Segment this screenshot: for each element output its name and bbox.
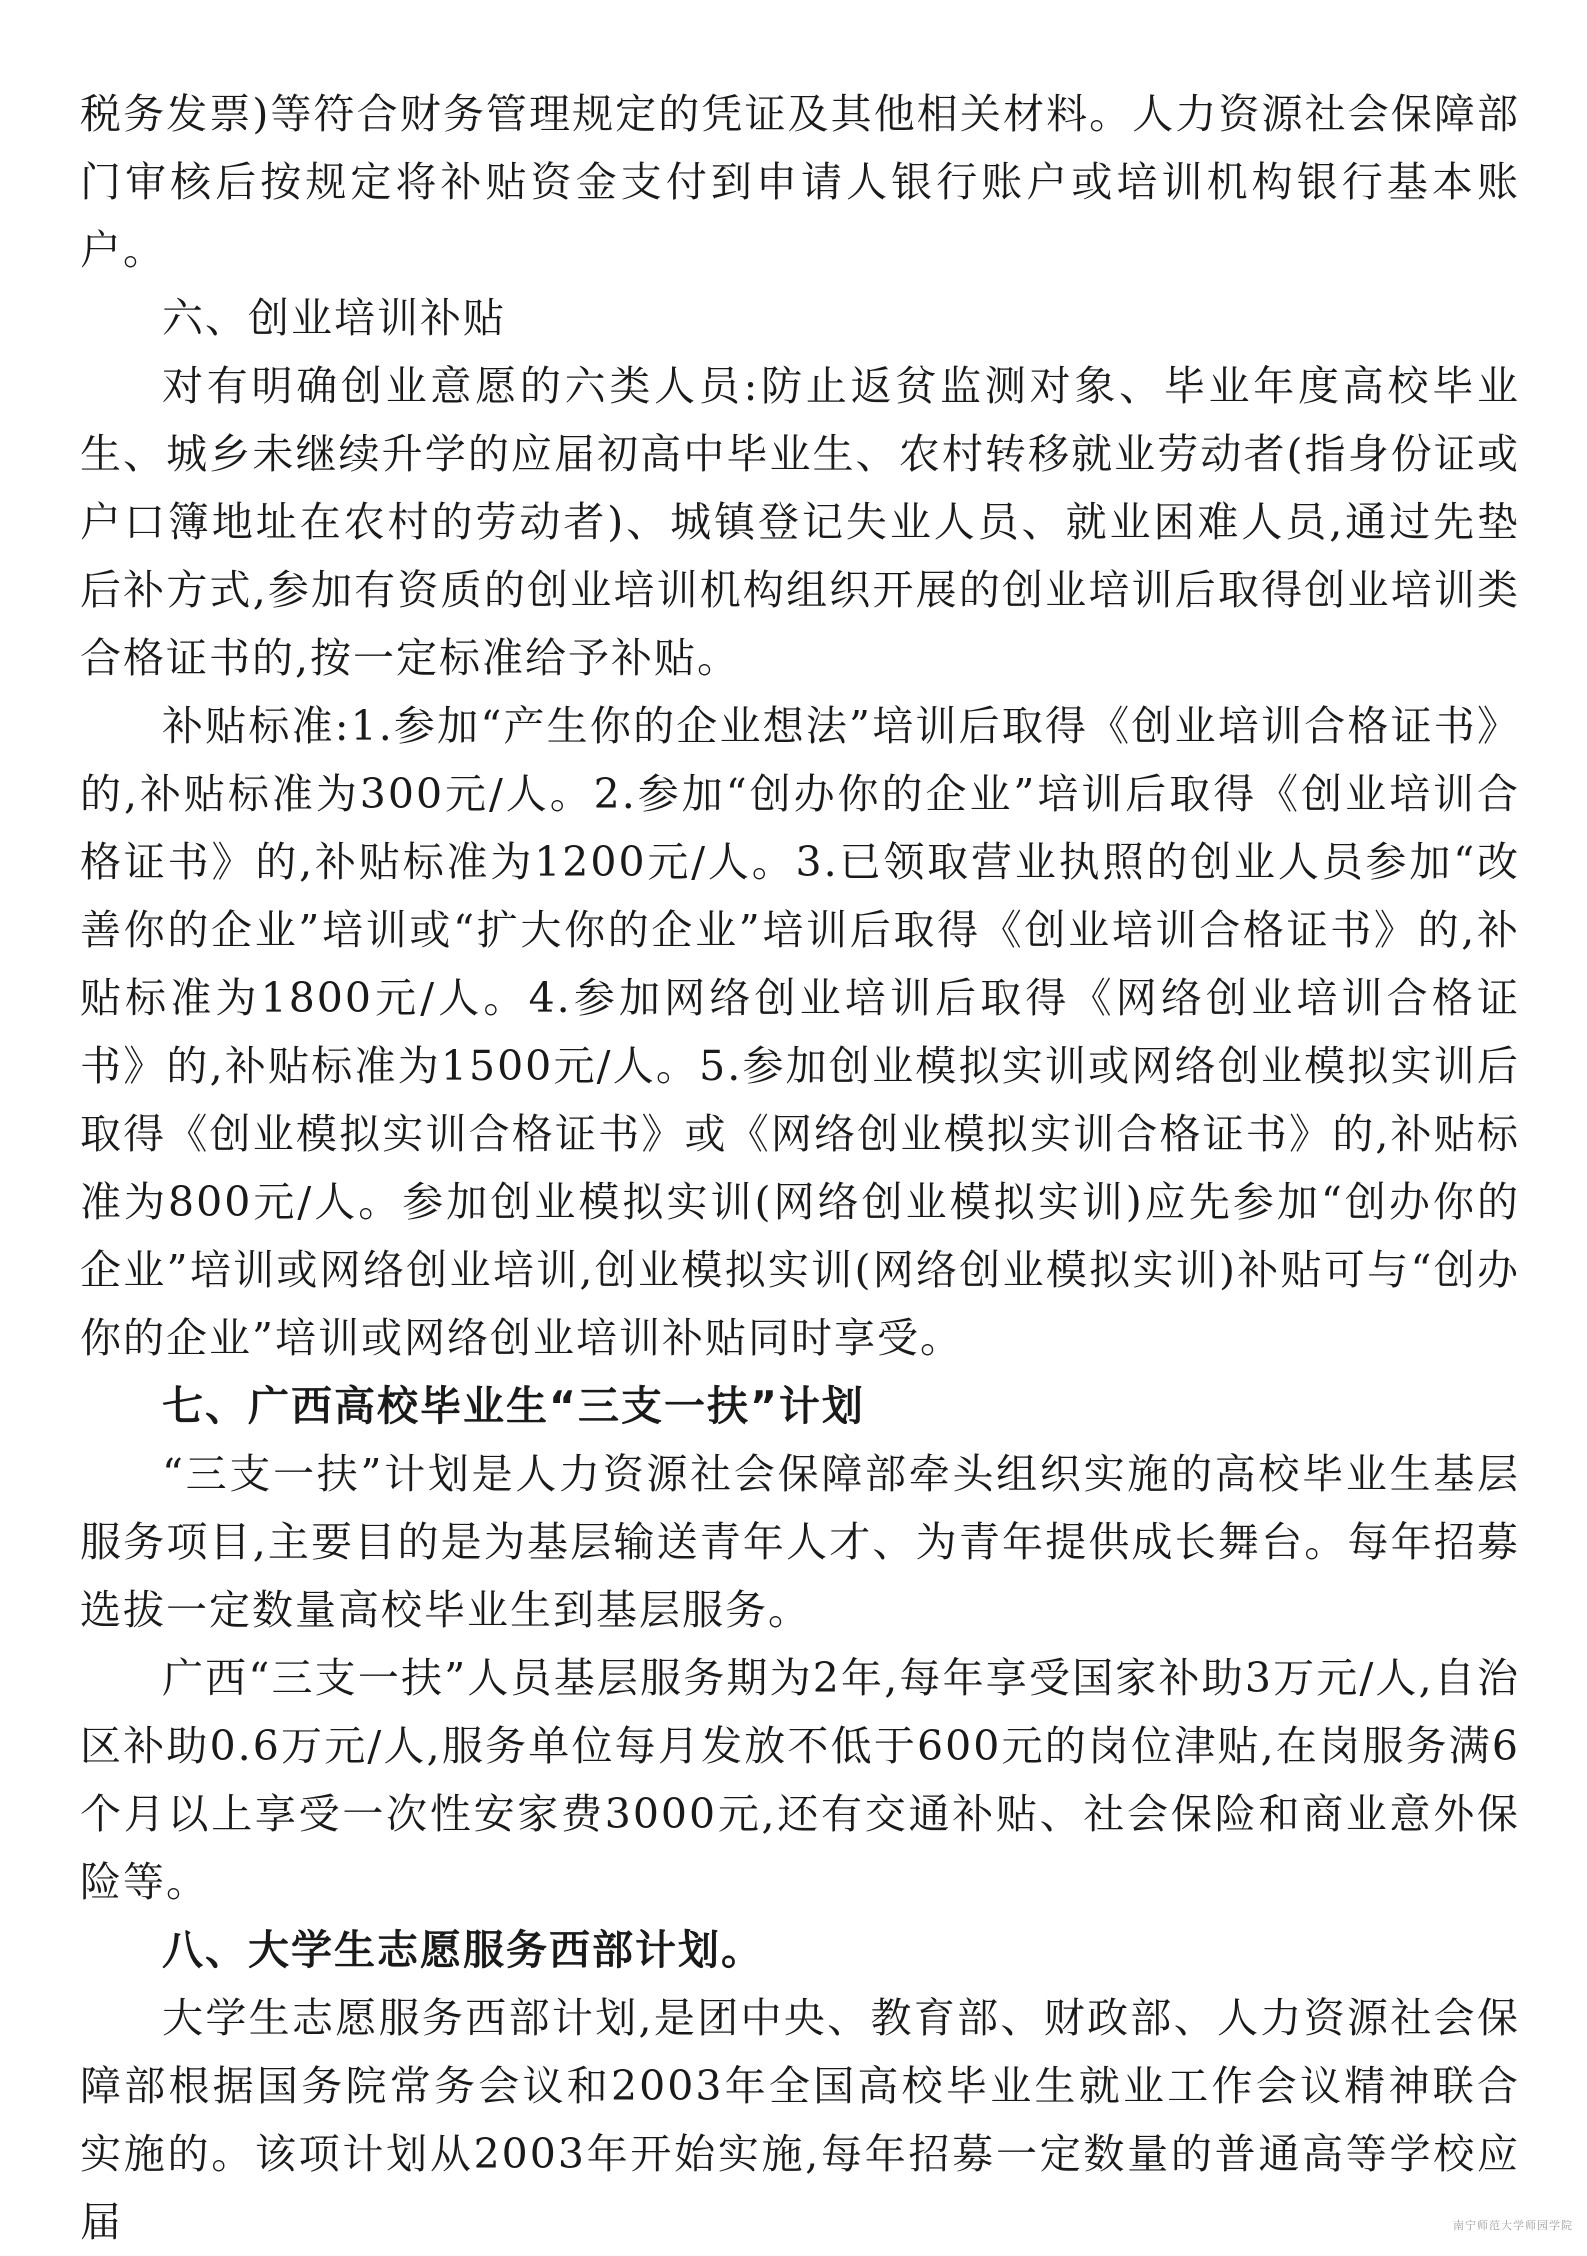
paragraph-sanzhiyifu-benefits: 广西“三支一扶”人员基层服务期为2年,每年享受国家补助3万元/人,自治区补助0.6万元/人,服务单位每月发放不低于600元的岗位津贴,在岗服务满6个月以上享受一次性安家费3000元,还有交通补贴、社会保险和商业意外保险等。 <box>80 1654 1520 1906</box>
paragraph-continuation: 税务发票)等符合财务管理规定的凭证及其他相关材料。人力资源社会保障部门审核后按规定将补贴资金支付到申请人银行账户或培训机构银行基本账户。 <box>80 90 1520 274</box>
section-heading-8: 八、大学生志愿服务西部计划。 <box>162 1926 764 1974</box>
section-heading-6: 六、创业培训补贴 <box>162 294 506 342</box>
paragraph-subsidy-standards: 补贴标准:1.参加“产生你的企业想法”培训后取得《创业培训合格证书》的,补贴标准为300元/人。2.参加“创办你的企业”培训后取得《创业培训合格证书》的,补贴标准为1200元/人。3.已领取营业执照的创业人员参加“改善你的企业”培训或“扩大你的企业”培训后取得《创业培训合格证书》的,补贴标准为1800元/人。4.参加网络创业培训后取得《网络创业培训合格证书》的,补贴标准为1500元/人。5.参加创业模拟实训或网络创业模拟实训后取得《创业模拟实训合格证书》或《网络创业模拟实训合格证书》的,补贴标准为800元/人。参加创业模拟实训(网络创业模拟实训)应先参加“创办你的企业”培训或网络创业培训,创业模拟实训(网络创业模拟实训)补贴可与“创办你的企业”培训或网络创业培训补贴同时享受。 <box>80 702 1520 1362</box>
paragraph-western-plan: 大学生志愿服务西部计划,是团中央、教育部、财政部、人力资源社会保障部根据国务院常务会议和2003年全国高校毕业生就业工作会议精神联合实施的。该项计划从2003年开始实施,每年招募一定数量的普通高等学校应届 <box>80 1994 1520 2246</box>
document-page <box>80 80 1520 2256</box>
paragraph-sanzhiyifu-intro: “三支一扶”计划是人力资源社会保障部牵头组织实施的高校毕业生基层服务项目,主要目的是为基层输送青年人才、为青年提供成长舞台。每年招募选拔一定数量高校毕业生到基层服务。 <box>80 1450 1520 1634</box>
paragraph-eligible-groups: 对有明确创业意愿的六类人员:防止返贫监测对象、毕业年度高校毕业生、城乡未继续升学的应届初高中毕业生、农村转移就业劳动者(指身份证或户口簿地址在农村的劳动者)、城镇登记失业人员、就业困难人员,通过先垫后补方式,参加有资质的创业培训机构组织开展的创业培训后取得创业培训类合格证书的,按一定标准给予补贴。 <box>80 362 1520 682</box>
section-heading-7: 七、广西高校毕业生“三支一扶”计划 <box>162 1382 865 1430</box>
watermark: 南宁师范大学师园学院 <box>1453 2219 1573 2232</box>
